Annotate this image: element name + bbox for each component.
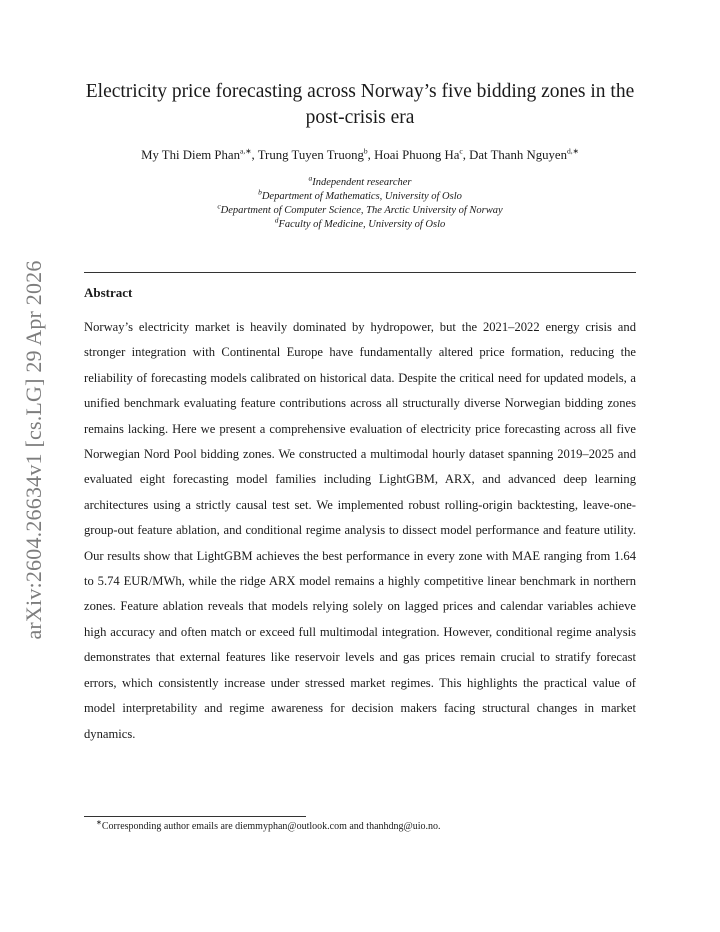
author-affil-mark: a,∗ [240,146,252,156]
affiliation [84,173,636,190]
paper-title: Electricity price forecasting across Norway’s five bidding zones in the post-crisis era [85,81,635,128]
affil-mark: c [217,201,221,211]
affiliation [84,187,636,204]
author-name: My Thi Diem Phan [141,148,241,162]
abstract-heading: Abstract [84,285,133,300]
affiliation [84,215,636,232]
author-affil-mark: b [363,146,368,156]
affil-text: Faculty of Medicine, University of Oslo [278,219,446,230]
footnote-divider [84,816,306,817]
affil-text: Department of Mathematics, University of Oslo [261,191,462,202]
author-name: Hoai Phuong Ha [374,148,460,162]
section-divider [84,272,636,273]
affiliation-list [84,173,636,232]
affiliation [84,201,636,218]
author-list: My Thi Diem Phan$^{a,∗}$, Trung Tuyen Truong$^b$, Hoai Phuong Ha$^c$, Dat Thanh Nguyen$^{d,∗}$ [141,146,579,162]
affil-text: Department of Computer Science, The Arctic University of Norway [220,205,503,216]
footnote-text: Corresponding author emails are diemmyphan@outlook.com and thanhdng@uio.no. [101,821,441,832]
affil-mark: b [258,187,262,197]
arxiv-identifier: arXiv:2604.26634v1 [cs.LG] 29 Apr 2026 [21,260,46,640]
abstract-text: Norway’s electricity market is heavily dominated by hydropower, but the 2021–2022 energy crisis and stronger integration with Continental Europe have fundamentally altered price formation, reducing the reliability of forecasting models calibrated on historical data. Despite the critical need for updated models, a unified benchmark evaluating feature contributions across all structurally diverse Norwegian bidding zones remains lacking. Here we present a comprehensive evaluation of electricity price forecasting across all five Norwegian Nord Pool bidding zones. We constructed a multimodal hourly dataset spanning 2019–2025 and evaluated eight forecasting model families including LightGBM, ARX, and advanced deep learning architectures using a strictly causal test set. We implemented robust rolling-origin backtesting, leave-one-group-out feature ablation, and conditional regime analysis to dissect model performance and feature utility. Our results show that LightGBM achieves the best performance in every zone with MAE ranging from 1.64 to 5.74 EUR/MWh, while the ridge ARX model remains a highly competitive linear benchmark in northern zones. Feature ablation reveals that models relying solely on lagged prices and calendar variables achieve high accuracy and often match or exceed full multimodal integration. However, conditional regime analysis demonstrates that external features like reservoir levels and gas prices remain crucial to stratify forecast errors, which consistently increase under stressed market regimes. This highlights the practical value of model interpretability and regime awareness for decision makers facing structural changes in market dynamics. [84,320,636,741]
author-name: Trung Tuyen Truong [257,148,364,162]
author-affil-mark: d,∗ [567,146,579,156]
footnote-mark: ∗ [96,818,102,827]
affil-mark: d [274,215,279,225]
corresponding-author-footnote [96,820,441,833]
affil-mark: a [308,173,313,183]
affil-text: Independent researcher [312,177,412,188]
author-affil-mark: c [459,146,463,156]
author-name: Dat Thanh Nguyen [469,148,567,162]
